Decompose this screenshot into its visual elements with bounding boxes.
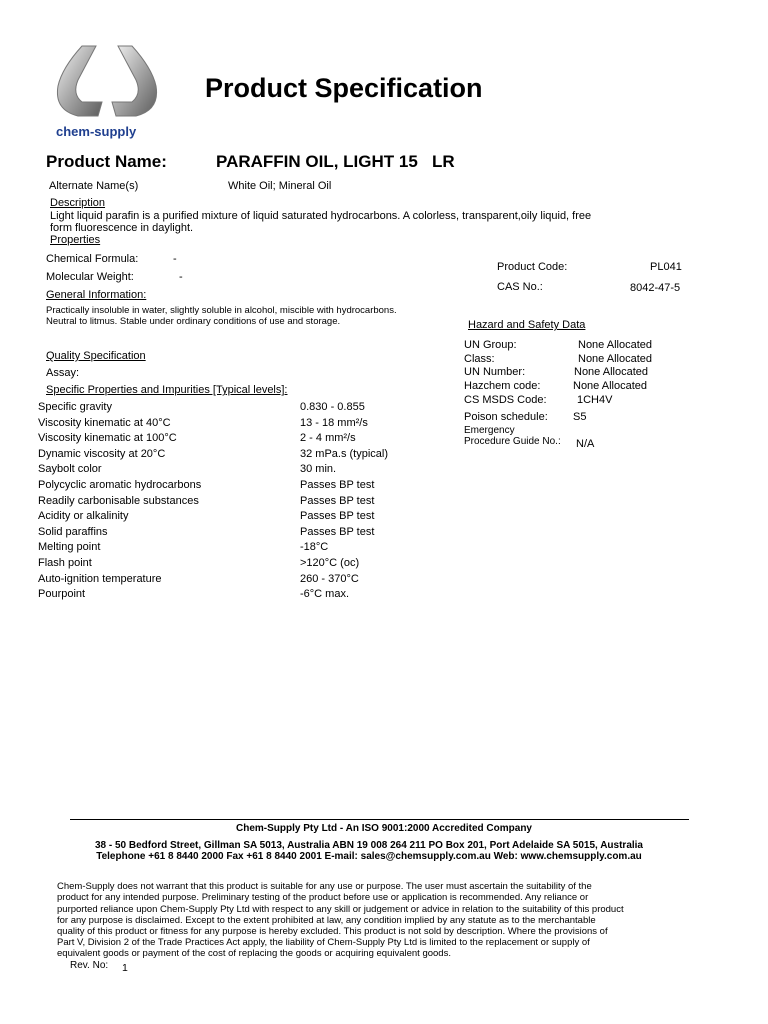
- hazard-label: Poison schedule:: [464, 411, 548, 423]
- revision-value: 1: [122, 962, 128, 974]
- specific-properties-heading: Specific Properties and Impurities [Typical levels]:: [46, 384, 288, 396]
- spec-value: Passes BP test: [300, 479, 375, 491]
- disclaimer-line: quality of this product or fitness for any purpose is hereby excluded. This product is not sold by description. Where the provisions of: [57, 926, 608, 938]
- product-code-label: Product Code:: [497, 261, 568, 273]
- product-code-value: PL041: [650, 261, 682, 273]
- hazard-label: Hazchem code:: [464, 380, 541, 392]
- properties-heading: Properties: [50, 234, 101, 246]
- hazard-value: None Allocated: [578, 339, 652, 351]
- revision-label: Rev. No:: [70, 960, 109, 971]
- footer-contact: Telephone +61 8 8440 2000 Fax +61 8 8440 2001 E-mail: sales@chemsupply.com.au Web: www.chemsupply.com.au: [96, 851, 642, 862]
- spec-property: Viscosity kinematic at 100°C: [38, 432, 177, 445]
- general-information-line-2: Neutral to litmus. Stable under ordinary conditions of use and storage.: [46, 316, 341, 327]
- disclaimer-line: Part V, Division 2 of the Trade Practices Act apply, the liability of Chem-Supply Pty Ltd is limited to the replacement or supply of: [57, 937, 590, 949]
- hazard-value: S5: [573, 411, 587, 423]
- brand-name: chem-supply: [56, 124, 137, 139]
- disclaimer-line: equivalent goods or payment of the cost of replacing the goods or acquiring equivalent goods.: [57, 948, 451, 960]
- spec-value: -18°C: [300, 541, 329, 554]
- hazard-label: Class:: [464, 353, 495, 365]
- chemical-formula-value: -: [173, 253, 177, 265]
- spec-value: 0.830 - 0.855: [300, 401, 365, 413]
- footer-address: 38 - 50 Bedford Street, Gillman SA 5013, Australia ABN 19 008 264 211 PO Box 201, Port Adelaide SA 5015, Australia: [94, 840, 643, 851]
- spec-property: Melting point: [38, 541, 101, 554]
- hazard-label: UN Group:: [464, 339, 517, 351]
- description-heading: Description: [50, 197, 106, 209]
- footer-disclaimer: [57, 870, 624, 960]
- product-name-label: Product Name:: [46, 152, 167, 171]
- hazard-value: None Allocated: [573, 380, 647, 392]
- emergency-label-line-2: Procedure Guide No.:: [464, 436, 561, 447]
- description-line-2: form fluorescence in daylight.: [50, 222, 194, 234]
- spec-property: Specific gravity: [38, 401, 112, 413]
- spec-property: Dynamic viscosity at 20°C: [38, 447, 166, 460]
- disclaimer-line: for any purpose is disclaimed. Except to the extent prohibited at law, any condition implied by any statute as to the merchantable: [57, 914, 596, 926]
- molecular-weight-value: -: [179, 271, 183, 283]
- disclaimer-line: Chem-Supply does not warrant that this product is suitable for any use or purpose. The user must ascertain the suitability of the: [57, 881, 592, 893]
- spec-value: Passes BP test: [300, 494, 375, 507]
- cas-number-label: CAS No.:: [497, 281, 543, 293]
- spec-property: Flash point: [38, 557, 92, 569]
- hazard-label: UN Number:: [464, 366, 526, 378]
- disclaimer-line: product for any intended purpose. Preliminary testing of the product before use or application is recommended. Any reliance or: [57, 892, 589, 904]
- hazard-value: 1CH4V: [577, 394, 613, 406]
- spec-value: 2 - 4 mm²/s: [300, 432, 356, 445]
- hazard-value: None Allocated: [578, 353, 652, 365]
- spec-property: Auto-ignition temperature: [38, 572, 162, 585]
- assay-label: Assay:: [46, 367, 80, 379]
- spec-value: >120°C (oc): [300, 557, 360, 569]
- spec-property: Viscosity kinematic at 40°C: [38, 416, 171, 429]
- spec-property: Solid paraffins: [38, 525, 108, 538]
- emergency-value: N/A: [576, 438, 595, 450]
- spec-value: 260 - 370°C: [300, 572, 359, 585]
- molecular-weight-label: Molecular Weight:: [46, 271, 134, 283]
- description-line-1: Light liquid parafin is a purified mixture of liquid saturated hydrocarbons. A colorless, transparent,oily liquid, free: [50, 210, 592, 222]
- disclaimer-line: purported reliance upon Chem-Supply Pty Ltd with respect to any skill or judgement or advice in relation to the suitability of this product: [57, 903, 624, 915]
- spec-value: Passes BP test: [300, 525, 375, 538]
- alternate-name-value: White Oil; Mineral Oil: [228, 180, 332, 192]
- footer-company: Chem-Supply Pty Ltd - An ISO 9001:2000 Accredited Company: [236, 823, 532, 834]
- spec-value: 32 mPa.s (typical): [300, 447, 389, 460]
- spec-property: Readily carbonisable substances: [38, 494, 199, 507]
- emergency-label-line-1: Emergency: [464, 425, 515, 436]
- spec-value: 13 - 18 mm²/s: [300, 416, 368, 429]
- company-logo: [52, 40, 162, 145]
- general-information-heading: General Information:: [46, 289, 147, 301]
- hazard-value: None Allocated: [574, 366, 648, 378]
- chemical-formula-label: Chemical Formula:: [46, 253, 139, 265]
- hazard-heading: Hazard and Safety Data: [468, 319, 586, 331]
- general-information-line-1: Practically insoluble in water, slightly soluble in alcohol, miscible with hydrocarbons.: [46, 305, 397, 316]
- spec-value: Passes BP test: [300, 510, 375, 523]
- quality-specification-heading: Quality Specification: [46, 350, 146, 362]
- cas-number-value: 8042-47-5: [630, 282, 681, 294]
- footer-divider: [70, 819, 689, 820]
- chem-supply-logo-icon: [52, 40, 162, 126]
- alternate-name-label: Alternate Name(s): [49, 180, 139, 192]
- spec-property: Saybolt color: [38, 463, 102, 476]
- product-name: PARAFFIN OIL, LIGHT 15 LR: [216, 152, 455, 171]
- spec-value: -6°C max.: [300, 588, 350, 601]
- spec-property: Pourpoint: [38, 588, 86, 601]
- page-title: Product Specification: [205, 73, 483, 103]
- spec-property: Polycyclic aromatic hydrocarbons: [38, 479, 202, 491]
- hazard-label: CS MSDS Code:: [464, 394, 547, 406]
- spec-property: Acidity or alkalinity: [38, 510, 129, 523]
- spec-value: 30 min.: [300, 463, 337, 476]
